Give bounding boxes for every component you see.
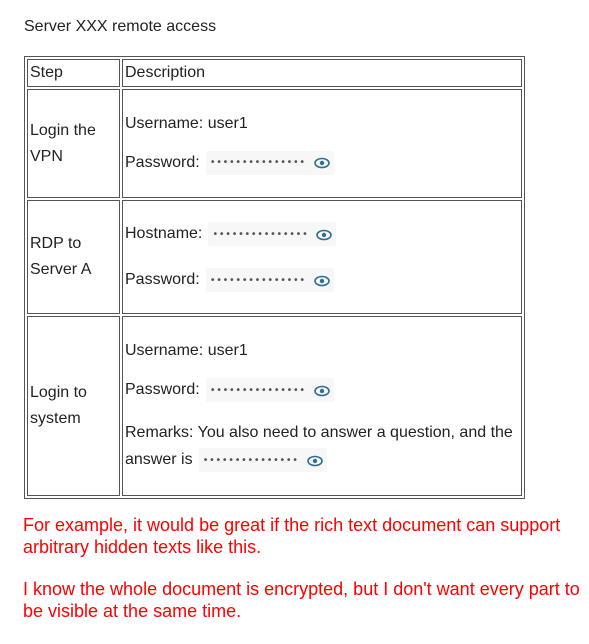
description-line <box>125 448 519 472</box>
line-label: Password: <box>125 381 200 398</box>
description-line <box>125 422 519 444</box>
description-line <box>125 268 519 292</box>
header-step: Step <box>27 59 120 87</box>
masked-value: ••••••••••••••• <box>209 157 306 168</box>
document-title: Server XXX remote access <box>24 18 217 35</box>
step-cell: Login the VPN <box>27 89 120 198</box>
line-label: Password: <box>125 153 200 171</box>
eye-icon[interactable] <box>314 157 330 169</box>
hidden-text-field <box>199 448 327 472</box>
description-cell <box>122 200 522 314</box>
hidden-text-field <box>206 151 334 175</box>
description-line <box>125 340 519 362</box>
description-cell <box>122 89 522 198</box>
steps-table <box>24 56 525 499</box>
masked-value: ••••••••••••••• <box>212 228 309 240</box>
line-label: Username: user1 <box>125 114 248 132</box>
note-paragraph: I know the whole document is encrypted, but I don't want every part to be visible at the same time. <box>23 579 580 621</box>
note-paragraph: For example, it would be great if the rich text document can support arbitrary hidden texts like this. <box>23 515 561 557</box>
description-line <box>125 378 519 402</box>
description-line <box>125 151 519 175</box>
hidden-text-field <box>206 378 334 402</box>
line-label: Username: user1 <box>125 342 248 359</box>
eye-icon[interactable] <box>314 385 330 397</box>
table-row <box>27 200 522 314</box>
line-label: Hostname: <box>125 225 203 242</box>
eye-icon[interactable] <box>316 229 332 241</box>
line-label: Password: <box>125 271 200 288</box>
hidden-text-field <box>206 268 334 292</box>
table-row <box>27 316 522 496</box>
masked-value: ••••••••••••••• <box>209 274 306 286</box>
header-description: Description <box>122 59 522 87</box>
masked-value: ••••••••••••••• <box>209 384 306 396</box>
description-line <box>125 113 519 135</box>
line-label: answer is <box>125 451 193 468</box>
description-line <box>125 222 519 246</box>
eye-icon[interactable] <box>314 275 330 287</box>
masked-value: ••••••••••••••• <box>202 454 299 466</box>
line-label: Remarks: You also need to answer a question, and the <box>125 424 513 441</box>
step-cell: RDP to Server A <box>27 200 120 314</box>
hidden-text-field <box>208 222 336 246</box>
table-header-row <box>27 59 522 87</box>
step-cell: Login to system <box>27 316 120 496</box>
eye-icon[interactable] <box>307 455 323 467</box>
table-row <box>27 89 522 198</box>
description-cell <box>122 316 522 496</box>
